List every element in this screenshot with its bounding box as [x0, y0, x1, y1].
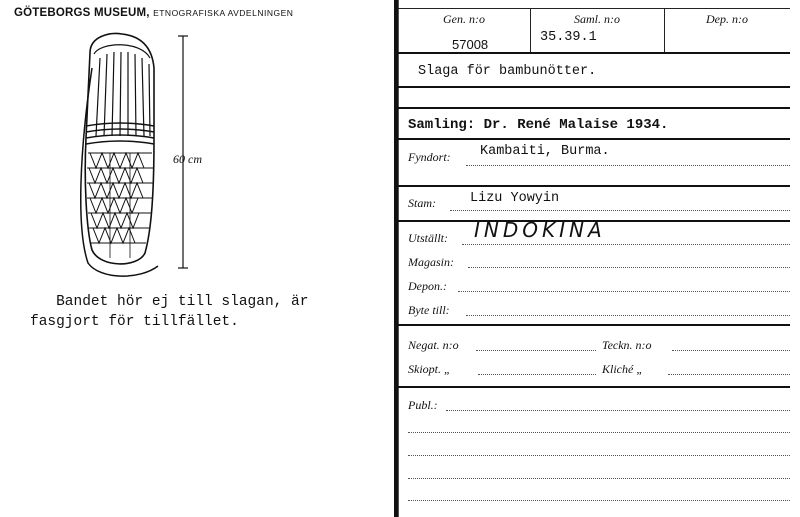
byte-label: Byte till:: [408, 303, 450, 317]
publ-dots-4: [408, 478, 790, 479]
rule-4: [398, 138, 790, 140]
museum-header: [14, 7, 293, 19]
fyndort-value: Kambaiti, Burma.: [480, 144, 610, 159]
note-line-1: Bandet hör ej till slagan, är: [30, 294, 309, 310]
dep-no-header: Dep. n:o: [706, 12, 748, 26]
rule-1: [398, 52, 790, 54]
dimension-label: 60 cm: [173, 152, 202, 166]
stam-value: Lizu Yowyin: [470, 191, 560, 206]
samling-line: Samling: Dr. René Malaise 1934.: [408, 117, 669, 133]
publ-dots-3: [408, 455, 790, 456]
teckn-label: Teckn. n:o: [602, 338, 652, 352]
museum-name: GÖTEBORGS MUSEUM,: [14, 7, 150, 19]
gen-no-value: 57008: [452, 37, 489, 52]
utstallt-value: INDOKINA: [474, 218, 606, 242]
museum-department: ETNOGRAFISKA AVDELNINGEN: [153, 8, 294, 18]
skiopt-label: Skiopt. „: [408, 362, 451, 376]
skiopt-dots: [478, 374, 596, 375]
rule-5: [398, 185, 790, 187]
magasin-dots: [468, 267, 790, 268]
byte-dots: [466, 315, 790, 316]
depon-dots: [458, 291, 790, 292]
teckn-dots: [672, 350, 790, 351]
basket-outline: [85, 34, 154, 264]
saml-no-value: 35.39.1: [540, 30, 597, 45]
basket-weave: [87, 153, 153, 258]
fyndort-label: Fyndort:: [408, 150, 451, 164]
rule-2: [398, 86, 790, 88]
rule-8: [398, 386, 790, 388]
note-line-2: fasgjort för tillfället.: [30, 314, 239, 330]
utstallt-label: Utställt:: [408, 231, 449, 245]
negat-label: Negat. n:o: [408, 338, 459, 352]
fyndort-dots: [466, 165, 790, 166]
gen-no-header: Gen. n:o: [443, 12, 485, 26]
card-left-border-inner: [398, 0, 399, 517]
stam-dots: [450, 210, 790, 211]
magasin-label: Magasin:: [408, 255, 454, 269]
publ-dots-5: [408, 500, 790, 501]
note-text: [30, 292, 308, 332]
kliche-dots: [668, 374, 790, 375]
rule-7: [398, 324, 790, 326]
rule-3: [398, 107, 790, 109]
publ-dots-1: [446, 410, 790, 411]
depon-label: Depon.:: [408, 279, 447, 293]
saml-no-header: Saml. n:o: [574, 12, 620, 26]
stam-label: Stam:: [408, 196, 436, 210]
kliche-label: Kliché „: [602, 362, 643, 376]
header-top-line: [398, 8, 790, 9]
publ-label: Publ.:: [408, 398, 438, 412]
object-title: Slaga för bambunötter.: [418, 64, 597, 79]
negat-dots: [476, 350, 596, 351]
utstallt-dots: [462, 244, 790, 245]
publ-dots-2: [408, 432, 790, 433]
